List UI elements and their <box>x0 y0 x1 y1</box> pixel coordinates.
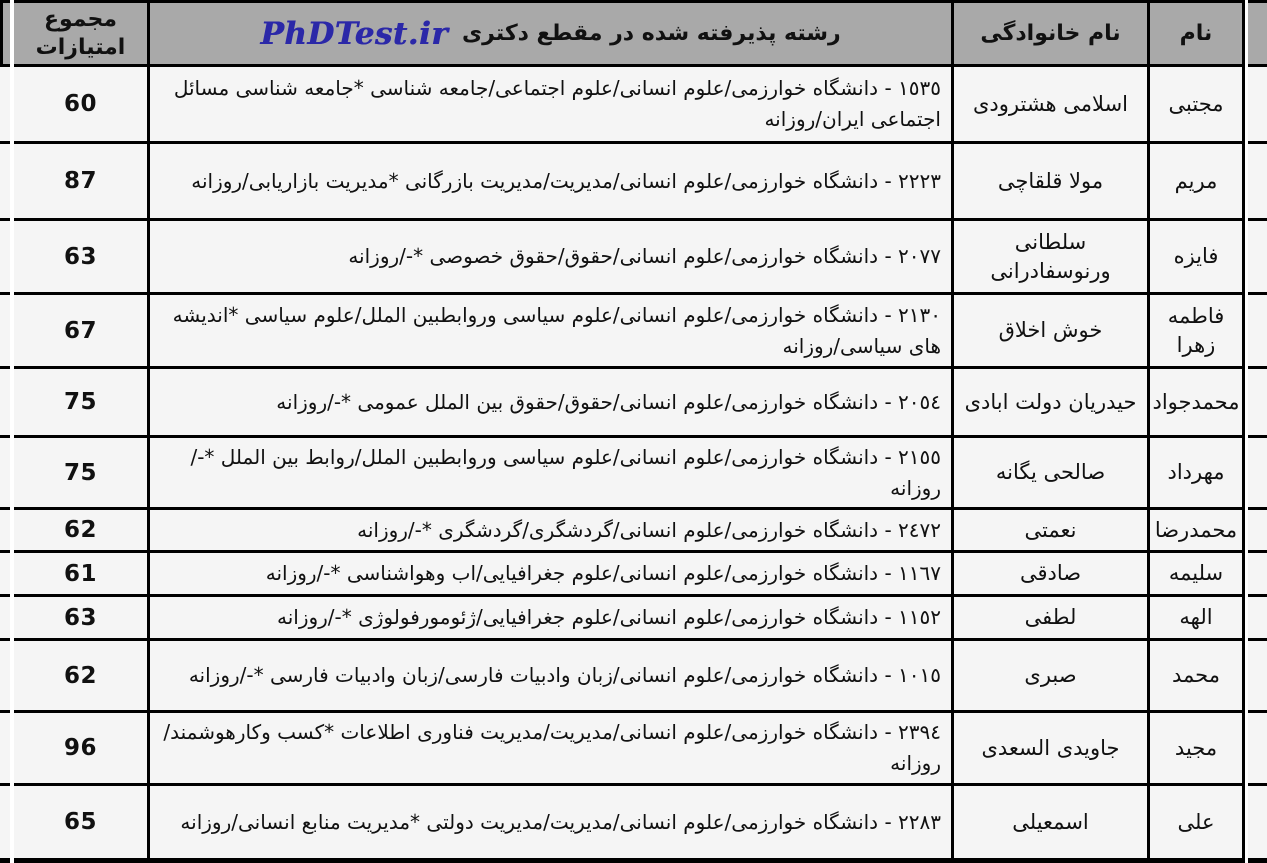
first-name-cell: علی <box>1150 786 1245 863</box>
family-name-cell: اسلامی هشترودی <box>954 67 1150 144</box>
column-header-total-score: مجموع امتیازات <box>14 0 150 67</box>
left-edge-sliver <box>0 597 10 641</box>
left-edge-sliver <box>0 369 10 438</box>
right-edge-sliver <box>1248 641 1267 713</box>
left-edge-sliver <box>0 67 10 144</box>
first-name-cell: مهرداد <box>1150 438 1245 510</box>
first-name-cell: فاطمه زهرا <box>1150 295 1245 369</box>
accepted-field-cell: ٢٢٨٣ - دانشگاه خوارزمی/علوم انسانی/مدیریت/مدیریت دولتی *مدیریت منابع انسانی/روزانه <box>150 786 954 863</box>
right-edge-sliver <box>1248 713 1267 786</box>
left-edge-sliver <box>0 713 10 786</box>
right-edge-sliver <box>1248 369 1267 438</box>
accepted-field-cell: ٢٤٧٢ - دانشگاه خوارزمی/علوم انسانی/گردشگری/گردشگری *-/روزانه <box>150 510 954 553</box>
right-edge-sliver <box>1248 144 1267 221</box>
column-header-first-name: نام <box>1150 0 1245 67</box>
left-edge-sliver <box>0 553 10 597</box>
first-name-cell: مجید <box>1150 713 1245 786</box>
left-edge-sliver <box>0 144 10 221</box>
right-edge-sliver <box>1248 67 1267 144</box>
family-name-cell: صبری <box>954 641 1150 713</box>
accepted-field-cell: ٢٠٥٤ - دانشگاه خوارزمی/علوم انسانی/حقوق/حقوق بین الملل عمومی *-/روزانه <box>150 369 954 438</box>
first-name-cell: مریم <box>1150 144 1245 221</box>
accepted-field-cell: ٢٢٢٣ - دانشگاه خوارزمی/علوم انسانی/مدیریت/مدیریت بازرگانی *مدیریت بازاریابی/روزانه <box>150 144 954 221</box>
first-name-cell: مجتبی <box>1150 67 1245 144</box>
column-header-accepted-field <box>150 0 954 67</box>
right-edge-sliver <box>1248 295 1267 369</box>
family-name-cell: مولا قلقاچی <box>954 144 1150 221</box>
first-name-cell: محمدرضا <box>1150 510 1245 553</box>
accepted-field-cell: ٢٠٧٧ - دانشگاه خوارزمی/علوم انسانی/حقوق/حقوق خصوصی *-/روزانه <box>150 221 954 295</box>
accepted-field-cell: ٢١٣٠ - دانشگاه خوارزمی/علوم انسانی/علوم سیاسی وروابطبین الملل/علوم سیاسی *اندیشه های سیاسی/روزانه <box>150 295 954 369</box>
accepted-field-cell: ١١٥٢ - دانشگاه خوارزمی/علوم انسانی/علوم جغرافیایی/ژئومورفولوژی *-/روزانه <box>150 597 954 641</box>
total-score-cell: 75 <box>14 369 150 438</box>
left-edge-sliver <box>0 510 10 553</box>
left-edge-sliver <box>0 438 10 510</box>
family-name-cell: جاویدی السعدی <box>954 713 1150 786</box>
total-score-cell: 62 <box>14 510 150 553</box>
total-score-cell: 63 <box>14 221 150 295</box>
right-edge-sliver <box>1248 597 1267 641</box>
total-score-cell: 75 <box>14 438 150 510</box>
total-score-cell: 67 <box>14 295 150 369</box>
family-name-cell: اسمعیلی <box>954 786 1150 863</box>
right-edge-sliver <box>1248 553 1267 597</box>
family-name-cell: صالحی یگانه <box>954 438 1150 510</box>
accepted-field-cell: ١١٦٧ - دانشگاه خوارزمی/علوم انسانی/علوم جغرافیایی/اب وهواشناسی *-/روزانه <box>150 553 954 597</box>
total-score-cell: 87 <box>14 144 150 221</box>
first-name-cell: الهه <box>1150 597 1245 641</box>
right-edge-sliver <box>1248 438 1267 510</box>
total-score-cell: 62 <box>14 641 150 713</box>
total-score-cell: 60 <box>14 67 150 144</box>
right-edge-sliver-header <box>1248 0 1267 67</box>
right-edge-sliver <box>1248 786 1267 863</box>
right-edge-sliver <box>1248 510 1267 553</box>
column-header-family-name: نام خانوادگی <box>954 0 1150 67</box>
phdtest-logo: PhDTest.ir <box>260 15 448 52</box>
left-edge-sliver <box>0 295 10 369</box>
family-name-cell: لطفی <box>954 597 1150 641</box>
family-name-cell: صادقی <box>954 553 1150 597</box>
first-name-cell: فایزه <box>1150 221 1245 295</box>
accepted-field-cell: ٢١٥٥ - دانشگاه خوارزمی/علوم انسانی/علوم سیاسی وروابطبین الملل/روابط بین الملل *-/روزانه <box>150 438 954 510</box>
left-edge-sliver <box>0 786 10 863</box>
family-name-cell: سلطانی ورنوسفادرانی <box>954 221 1150 295</box>
family-name-cell: حیدریان دولت ابادی <box>954 369 1150 438</box>
family-name-cell: نعمتی <box>954 510 1150 553</box>
accepted-field-cell: ١٠١٥ - دانشگاه خوارزمی/علوم انسانی/زبان وادبیات فارسی/زبان وادبیات فارسی *-/روزانه <box>150 641 954 713</box>
right-edge-sliver <box>1248 221 1267 295</box>
total-score-cell: 61 <box>14 553 150 597</box>
total-score-cell: 63 <box>14 597 150 641</box>
accepted-field-cell: ١٥٣٥ - دانشگاه خوارزمی/علوم انسانی/علوم اجتماعی/جامعه شناسی *جامعه شناسی مسائل اجتماعی ایران/روزانه <box>150 67 954 144</box>
total-score-cell: 65 <box>14 786 150 863</box>
first-name-cell: محمد <box>1150 641 1245 713</box>
first-name-cell: محمدجواد <box>1150 369 1245 438</box>
left-edge-sliver-header <box>0 0 10 67</box>
left-edge-sliver <box>0 641 10 713</box>
first-name-cell: سلیمه <box>1150 553 1245 597</box>
total-score-cell: 96 <box>14 713 150 786</box>
family-name-cell: خوش اخلاق <box>954 295 1150 369</box>
accepted-field-cell: ٢٣٩٤ - دانشگاه خوارزمی/علوم انسانی/مدیریت/مدیریت فناوری اطلاعات *کسب وکارهوشمند/روزانه <box>150 713 954 786</box>
accepted-field-label: رشته پذیرفته شده در مقطع دکتری <box>461 20 841 46</box>
left-edge-sliver <box>0 221 10 295</box>
